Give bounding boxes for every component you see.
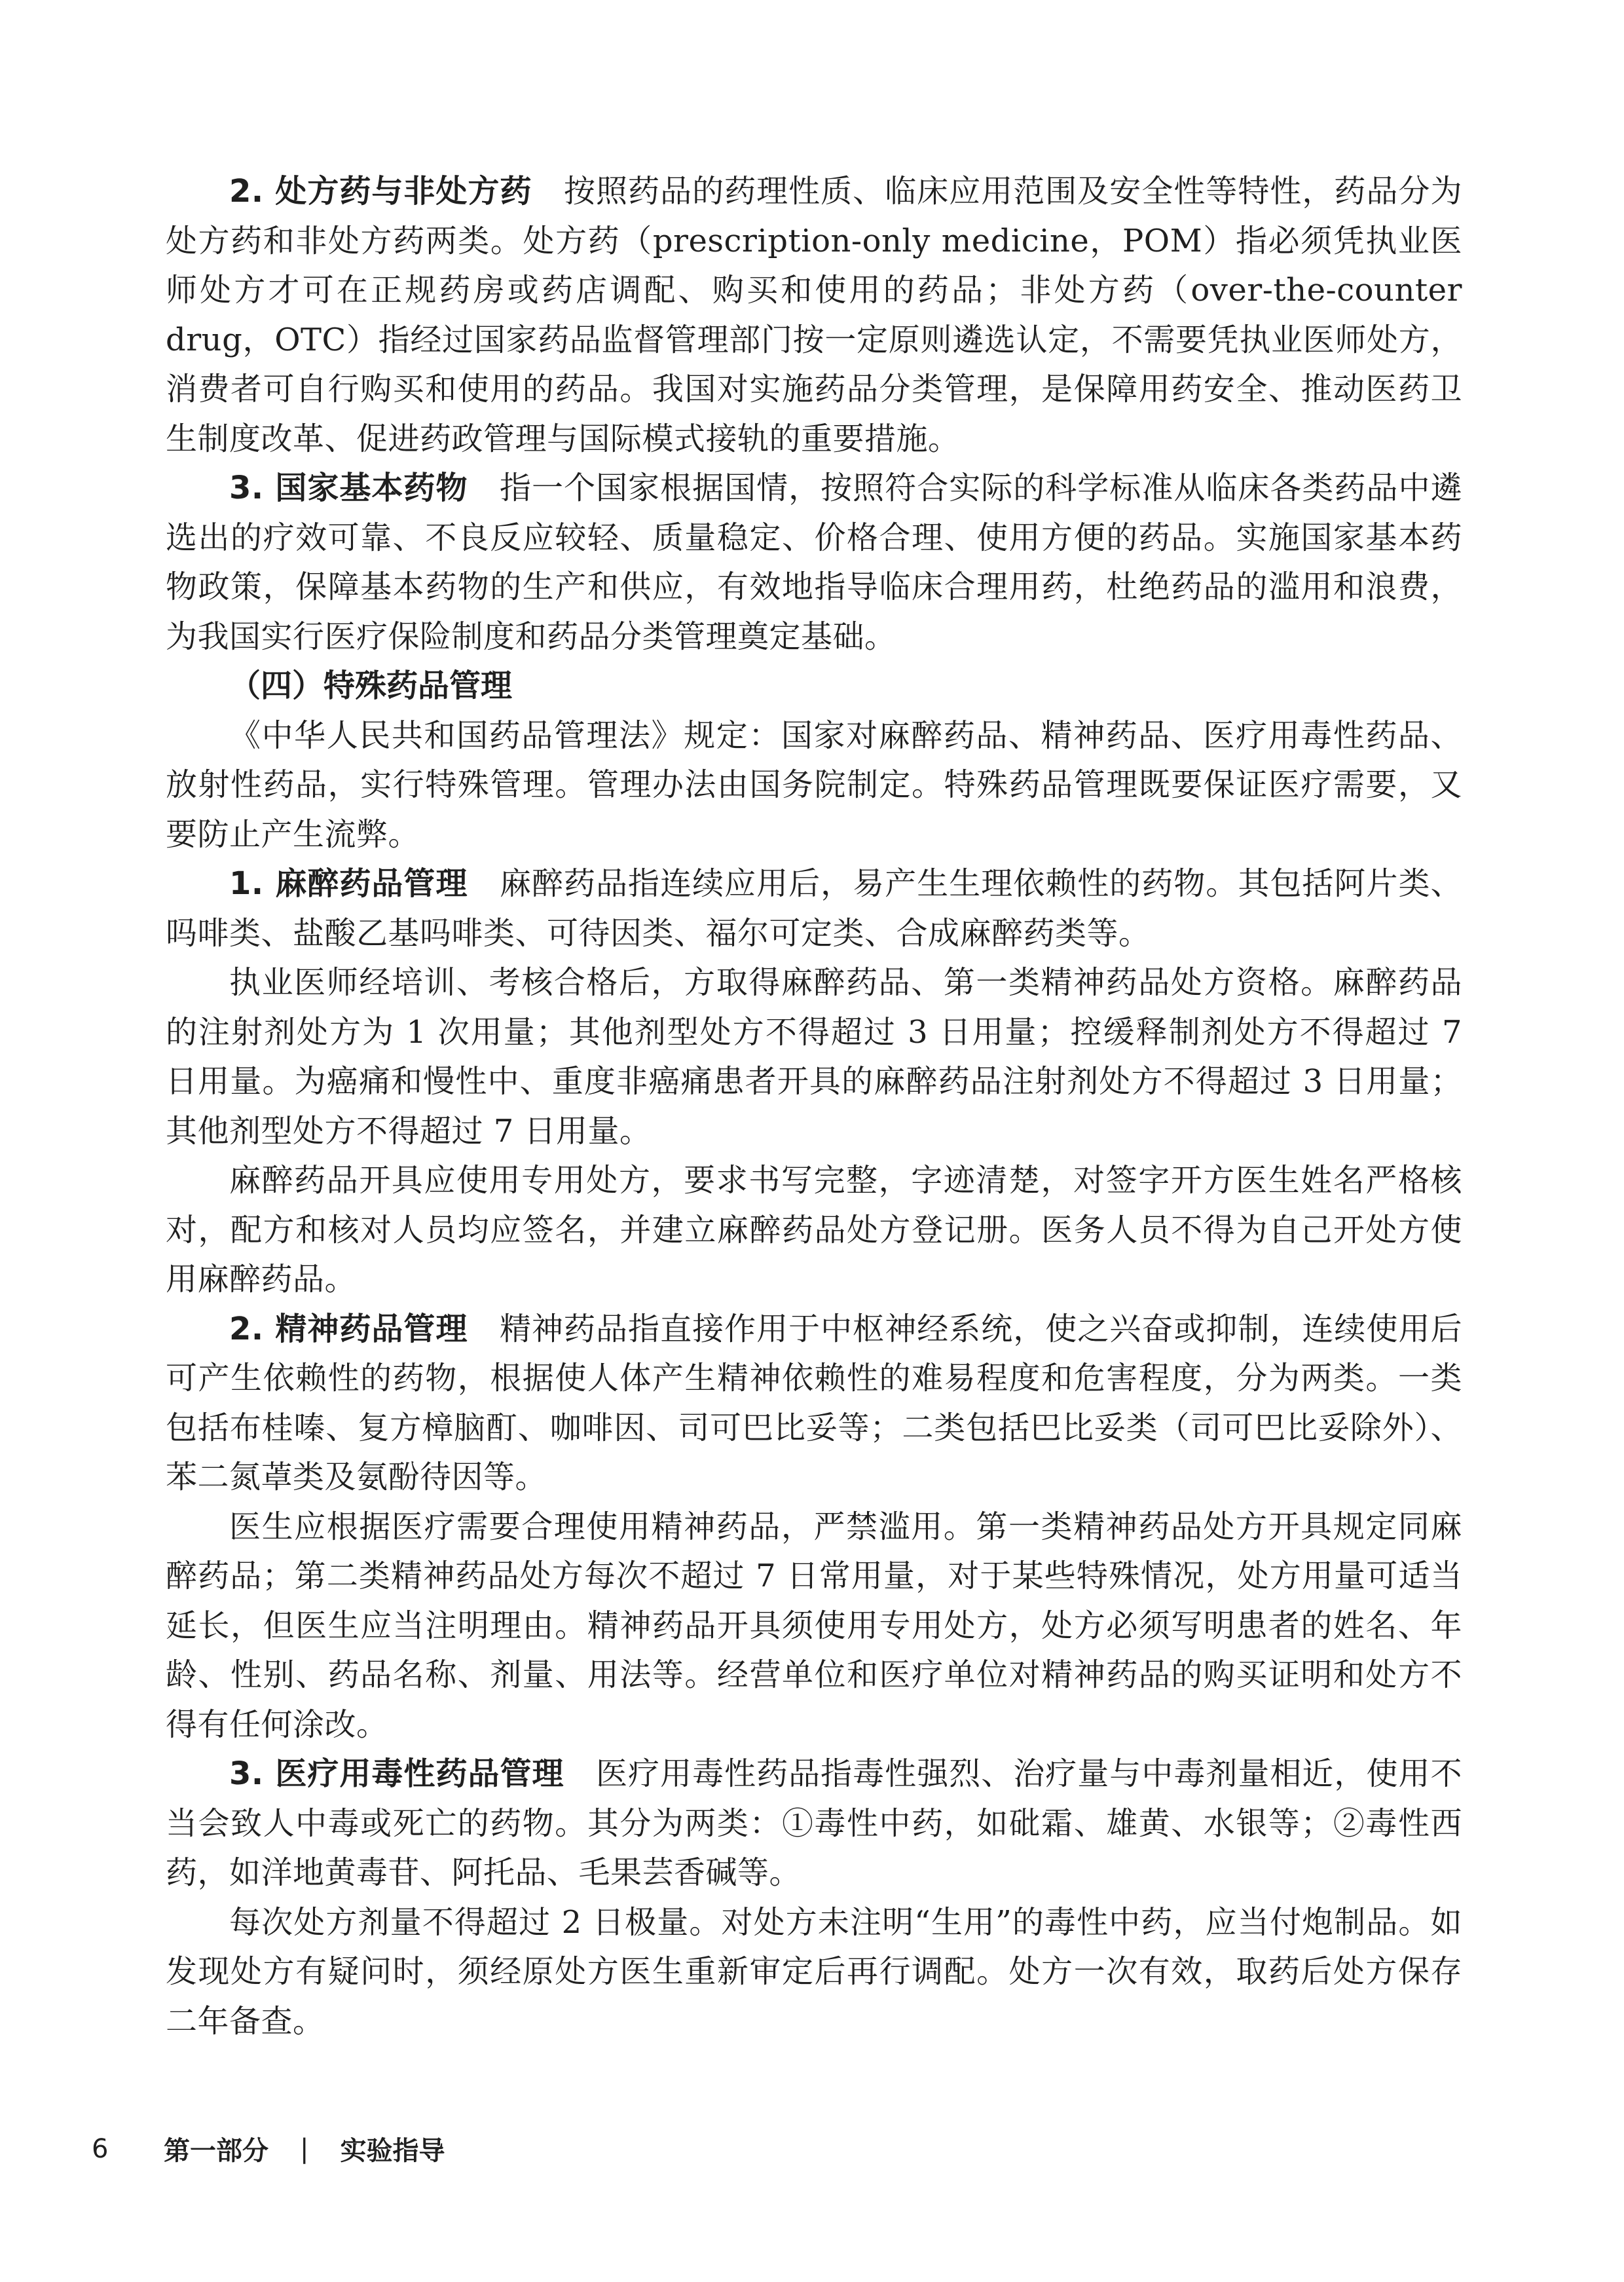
part-label: 第一部分 [164, 2136, 268, 2166]
paragraph-title: 3. 医疗用毒性药品管理 [229, 1755, 564, 1792]
paragraph-prescribing: 执业医师经培训、考核合格后，方取得麻醉药品、第一类精神药品处方资格。麻醉药品的注射剂处方为 1 次用量；其他剂型处方不得超过 3 日用量；控缓释制剂处方不得超过 7 日用量。为癌痛和慢性中、重度非癌痛患者开具的麻醉药品注射剂处方不得超过 3 日用量；其他剂型处方不得超过 7 日用量。 [166, 964, 1462, 1150]
paragraph-text: 指一个国家根据国情，按照符合实际的科学标准从临床各类药品中遴选出的疗效可靠、不良反应较轻、质量稳定、价格合理、使用方便的药品。实施国家基本药物政策，保障基本药物的生产和供应，有效地指导临床合理用药，杜绝药品的滥用和浪费，为我国实行医疗保险制度和药品分类管理奠定基础。 [166, 470, 1462, 655]
section-heading: （四）特殊药品管理 [229, 667, 513, 704]
paragraph-otc [166, 167, 1462, 464]
paragraph-title: 2. 处方药与非处方药 [229, 173, 532, 210]
paragraph-title: 1. 麻醉药品管理 [229, 865, 468, 902]
page-footer [92, 2130, 445, 2167]
paragraph-psychotropics [166, 1305, 1462, 1503]
paragraph-title: 2. 精神药品管理 [229, 1310, 468, 1347]
paragraph-psychotropic-use: 医生应根据医疗需要合理使用精神药品，严禁滥用。第一类精神药品处方开具规定同麻醉药品；第二类精神药品处方每次不超过 7 日常用量，对于某些特殊情况，处方用量可适当延长，但医生应当注明理由。精神药品开具须使用专用处方，处方必须写明患者的姓名、年龄、性别、药品名称、剂量、用法等。经营单位和医疗单位对精神药品的购买证明和处方不得有任何涂改。 [166, 1508, 1462, 1743]
paragraph-special-prescription: 麻醉药品开具应使用专用处方，要求书写完整，字迹清楚，对签字开方医生姓名严格核对，配方和核对人员均应签名，并建立麻醉药品处方登记册。医务人员不得为自己开处方使用麻醉药品。 [166, 1162, 1462, 1298]
paragraph-title: 3. 国家基本药物 [229, 470, 468, 506]
paragraph-text: 麻醉药品指连续应用后，易产生生理依赖性的药物。其包括阿片类、吗啡类、盐酸乙基吗啡类、可待因类、福尔可定类、合成麻醉药类等。 [166, 865, 1462, 952]
paragraph-essential-drugs [166, 464, 1462, 662]
paragraph-dosage-limit: 每次处方剂量不得超过 2 日极量。对处方未注明“生用”的毒性中药，应当付炮制品。如发现处方有疑问时，须经原处方医生重新审定后再行调配。处方一次有效，取药后处方保存二年备查。 [166, 1903, 1462, 2040]
page-number: 6 [92, 2133, 109, 2164]
page-body [166, 167, 1462, 2046]
paragraph-narcotics [166, 859, 1462, 958]
paragraph-text: 精神药品指直接作用于中枢神经系统，使之兴奋或抑制，连续使用后可产生依赖性的药物，根据使人体产生精神依赖性的难易程度和危害程度，分为两类。一类包括布桂嗪、复方樟脑酊、咖啡因、司可巴比妥等；二类包括巴比妥类（司可巴比妥除外）、苯二氮䓬类及氨酚待因等。 [166, 1310, 1462, 1495]
paragraph-text: 按照药品的药理性质、临床应用范围及安全性等特性，药品分为处方药和非处方药两类。处方药（prescription-only medicine，POM）指必须凭执业医师处方才可在正规药房或药店调配、购买和使用的药品；非处方药（over-the-counter drug，OTC）指经过国家药品监督管理部门按一定原则遴选认定，不需要凭执业医师处方，消费者可自行购买和使用的药品。我国对实施药品分类管理，是保障用药安全、推动医药卫生制度改革、促进药政管理与国际模式接轨的重要措施。 [166, 173, 1462, 457]
chapter-label: 实验指导 [340, 2136, 445, 2166]
footer-divider: | [300, 2133, 309, 2164]
paragraph-law: 《中华人民共和国药品管理法》规定：国家对麻醉药品、精神药品、医疗用毒性药品、放射性药品，实行特殊管理。管理办法由国务院制定。特殊药品管理既要保证医疗需要，又要防止产生流弊。 [166, 717, 1462, 853]
paragraph-toxic-drugs [166, 1749, 1462, 1898]
paragraph-text: 医疗用毒性药品指毒性强烈、治疗量与中毒剂量相近，使用不当会致人中毒或死亡的药物。其分为两类：①毒性中药，如砒霜、雄黄、水银等；②毒性西药，如洋地黄毒苷、阿托品、毛果芸香碱等。 [166, 1755, 1462, 1891]
